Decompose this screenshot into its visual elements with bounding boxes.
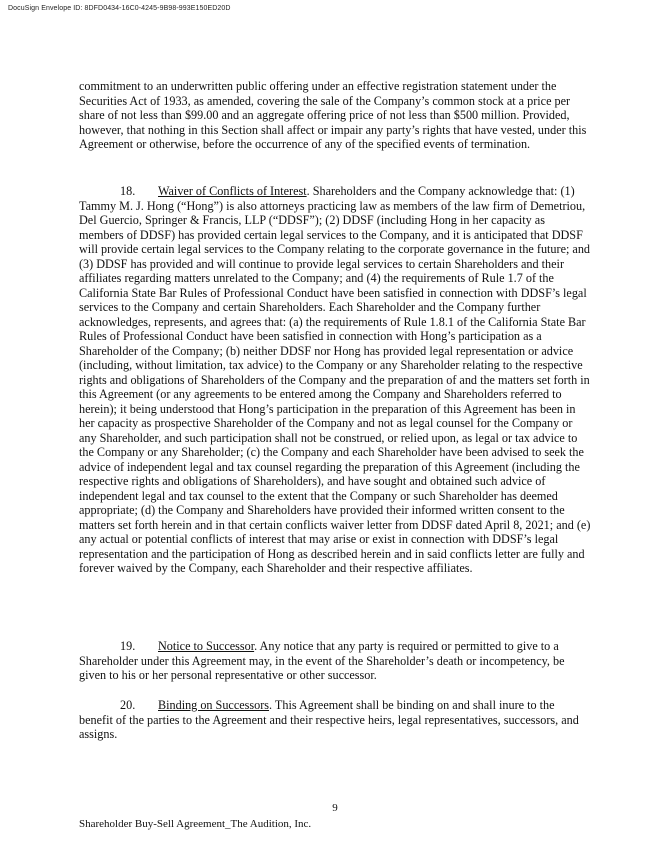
docusign-envelope-id: DocuSign Envelope ID: 8DFD0434-16C0-4245-9B98-993E150ED20D [8,5,231,12]
section-20-text: . This Agreement shall be binding on and shall inure to the benefit of the parties to the Agreement and their respective heirs, legal representatives, successors, and assigns. [79,698,579,741]
section-20 [79,698,591,742]
footer-document-title: Shareholder Buy-Sell Agreement_The Audition, Inc. [79,818,312,830]
section-19-heading: Notice to Successor [158,639,255,653]
intro-paragraph: commitment to an underwritten public offering under an effective registration statement under the Securities Act of 1933, as amended, covering the sale of the Company’s common stock at a price per share of not less than $99.00 and an aggregate offering price of not less than $500 million. Provided, however, that nothing in this Section shall affect or impair any party’s rights that have vested, under this Agreement or otherwise, before the occurrence of any of the specified events of termination. [79,79,587,151]
section-19-paragraph [79,639,591,683]
section-19 [79,639,591,683]
document-body [79,79,591,152]
section-18-paragraph [79,184,591,576]
section-18 [79,184,591,576]
section-18-heading: Waiver of Conflicts of Interest [158,184,307,198]
section-20-number: 20. [120,698,136,712]
section-19-text: . Any notice that any party is required or permitted to give to a Shareholder under this Agreement may, in the event of the Shareholder’s death or incompetency, be given to his or her personal representative or other successor. [79,639,565,682]
section-20-paragraph [79,698,591,742]
section-20-heading: Binding on Successors [158,698,270,712]
section-18-number: 18. [120,184,136,198]
section-19-number: 19. [120,639,136,653]
section-18-text: . Shareholders and the Company acknowledge that: (1) Tammy M. J. Hong (“Hong”) is also attorneys practicing law as members of the law firm of Demetriou, Del Guercio, Springer & Francis, LLP (“DDSF”); (2) DDSF (including Hong in her capacity as members of DDSF) has provided certain legal services to the Company, and it is anticipated that DDSF will provide certain legal services to the Company relating to the corporate governance in the future; and (3) DDSF has provided and will continue to provide legal services to certain Shareholders and their affiliates regarding matters unrelated to the Company; and (4) the requirements of Rule 1.7 of the California State Bar Rules of Professional Conduct have been satisfied in connection with DDSF’s legal services to the Company and certain Shareholders. Each Shareholder and the Company further acknowledges, represents, and agrees that: (a) the requirements of Rule 1.8.1 of the California State Bar Rules of Professional Conduct have been satisfied in connection with Hong’s participation as a Shareholder of the Company; (b) neither DDSF nor Hong has provided legal representation or advice (including, without limitation, tax advice) to the Company or any Shareholder relating to the respective rights and obligations of Shareholders of the Company and the preparation of and the matters set forth in this Agreement (or any agreements to be entered among the Company and Shareholders referred to herein); it being understood that Hong’s participation in the preparation of this Agreement has been in her capacity as prospective Shareholder of the Company and not as legal counsel for the Company or any Shareholder, and such participation shall not be construed, or relied upon, as legal or tax advice to the Company or any Shareholder; (c) the Company and each Shareholder have been advised to seek the advice of independent legal and tax counsel regarding the preparation of this Agreement (including the respective rights and obligations of Shareholders), and have sought and obtained such advice of independent legal and tax counsel to the extent that the Company or such Shareholder has deemed appropriate; (d) the Company and Shareholders have provided their informed written consent to the matters set forth herein and in that certain conflicts waiver letter from DDSF dated April 8, 2021; and (e) any actual or potential conflicts of interest that may arise or exist in connection with DDSF’s legal representation and the participation of Hong as described herein and in said conflicts letter are fully and forever waived by the Company, each Shareholder and their respective affiliates. [79,184,591,575]
page-number: 9 [332,802,338,814]
